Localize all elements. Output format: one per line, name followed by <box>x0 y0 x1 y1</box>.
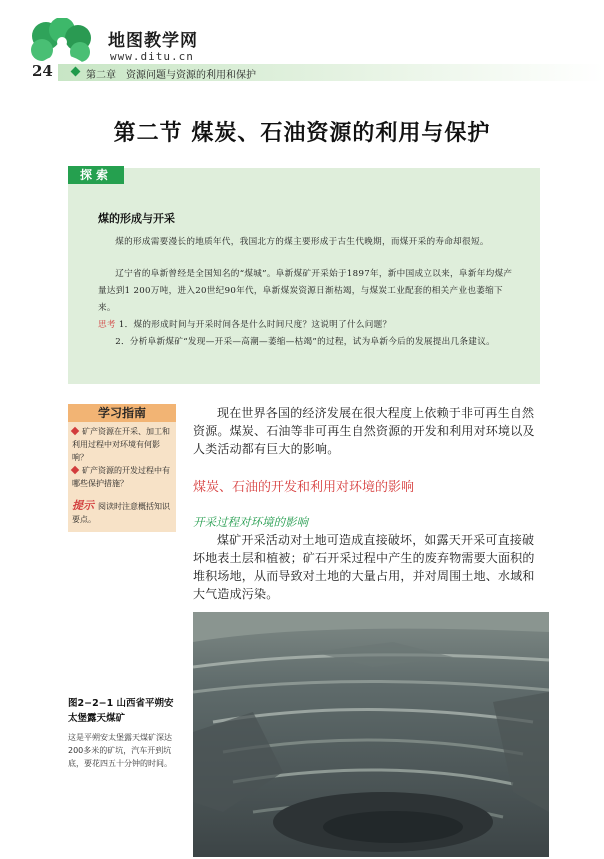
explore-heading: 煤的形成与开采 <box>98 212 175 225</box>
section-title: 第二节 煤炭、石油资源的利用与保护 <box>113 120 491 146</box>
sub-heading: 开采过程对环境的影响 <box>193 515 308 529</box>
think-question-2: 2．分析阜新煤矿“发现—开采—高潮—萎缩—枯竭”的过程，试为阜新今后的发展提出几条建议。 <box>115 337 495 347</box>
figure-caption-title: 图2−2−1 山西省平朔安太堡露天煤矿 <box>68 698 174 724</box>
study-guide-item-text: 矿产资源在开采、加工和利用过程中对环境有何影响？ <box>72 427 170 462</box>
page-number: 24 <box>32 62 53 80</box>
study-guide-title: 学习指南 <box>68 404 176 422</box>
body-paragraph: 煤矿开采活动对土地可造成直接破坏，如露天开采可直接破坏地表土层和植被；矿石开采过程中产生的废弃物需要大面积的堆积场地，从而导致对土地的大量占用，并对周围土地、水域和大气造成污染。 <box>193 533 535 601</box>
section-heading: 煤炭、石油的开发和利用对环境的影响 <box>193 480 415 495</box>
logo-title: 地图教学网 <box>108 31 198 51</box>
explore-paragraph-1: 煤的形成需要漫长的地质年代，我国北方的煤主要形成于古生代晚期，而煤开采的寿命却很短。 <box>115 237 489 247</box>
study-guide-tip <box>72 499 174 526</box>
chapter-title: 第二章 资源问题与资源的利用和保护 <box>86 70 256 81</box>
tip-text: 阅读时注意概括知识要点。 <box>72 502 170 524</box>
open-pit-mine-photo <box>193 612 549 857</box>
study-guide-item-1 <box>72 425 174 464</box>
explore-paragraph-2: 辽宁省的阜新曾经是全国知名的“煤城”。阜新煤矿开采始于1897年，新中国成立以来，阜新年均煤产量达到1 200万吨，进入20世纪90年代，阜新煤炭资源日渐枯竭，与煤炭工业配套的相关产业也萎缩下来。 <box>98 269 513 313</box>
think-text-1: 1．煤的形成时间与开采时间各是什么时间尺度？这说明了什么问题？ <box>118 320 392 330</box>
tip-label: 提示 <box>72 499 94 512</box>
red-diamond-icon <box>71 427 79 435</box>
logo-url: www.ditu.cn <box>110 50 194 63</box>
think-question-1 <box>98 317 516 334</box>
intro-paragraph: 现在世界各国的经济发展在很大程度上依赖于非可再生自然资源。煤炭、石油等非可再生自然资源的开发和利用对环境以及人类活动都有巨大的影响。 <box>193 406 535 456</box>
think-label: 思考 <box>98 320 116 330</box>
study-guide-item-text: 矿产资源的开发过程中有哪些保护措施？ <box>72 466 170 488</box>
red-diamond-icon <box>71 466 79 474</box>
explore-tag: 探索 <box>68 166 124 184</box>
study-guide-item-2 <box>72 464 174 490</box>
figure-caption-text: 这是平朔安太堡露天煤矿深达200多米的矿坑，汽车开到坑底，要花四五十分钟的时间。 <box>68 733 172 768</box>
